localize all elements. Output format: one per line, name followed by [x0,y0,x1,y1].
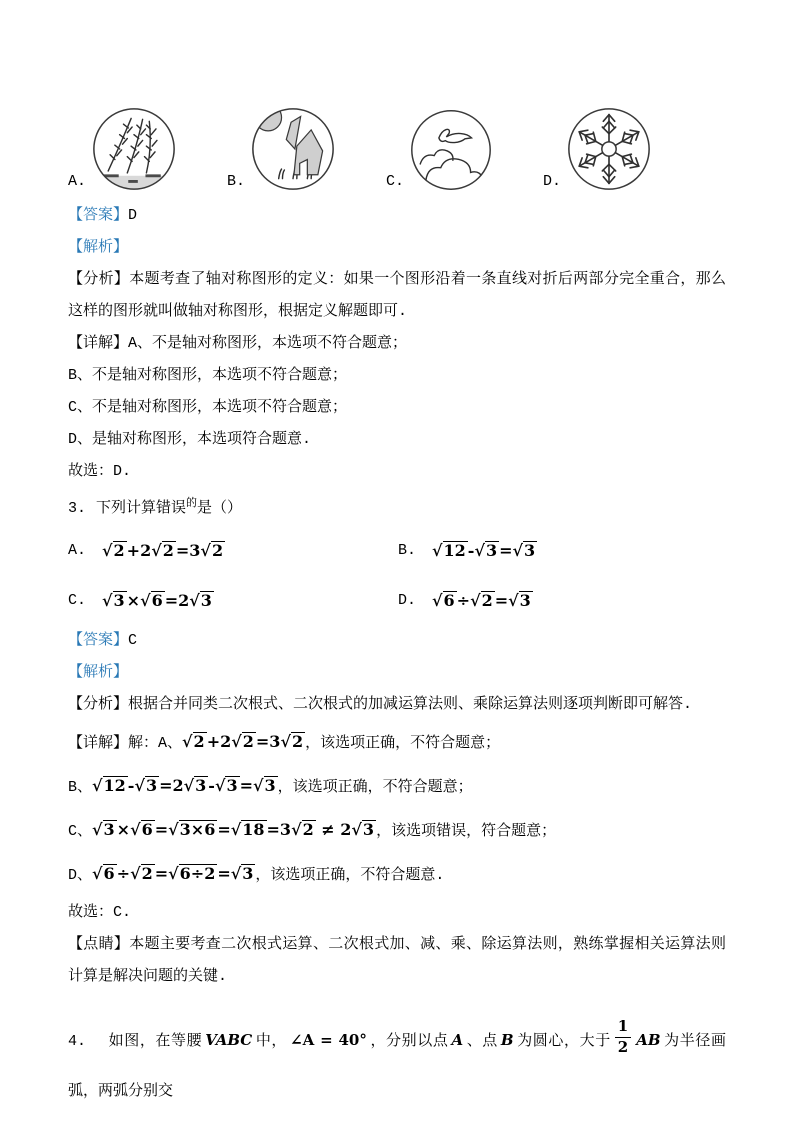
q2-analysis-paragraph [68,264,726,328]
q3-option-d-formula: √6 ÷√2 =√3 [432,591,531,610]
q2-detail-line-c [68,392,726,424]
q2-detail-line-d [68,424,726,456]
q3-detail-line-a [68,721,726,765]
q4-stem-text: 如图，在等腰 VABC 中， ∠A = 40° ，分别以点 A 、点 B 为圆心，大于 $\frac{1}{2}$ AB 为半径画弧，两弧分别交 [68,1017,726,1100]
q2-analysis-text: 本题考查了轴对称图形的定义：如果一个图形沿着一条直线对折后两部分完全重合，那么这样的图形就叫做轴对称图形，根据定义解题即可. [68,271,726,320]
q3-option-b-label: B. [398,542,417,559]
figure-b-label: B. [227,173,246,190]
q3-option-b-formula: √12 -√3 =√3 [432,541,536,560]
q3-option-d [398,581,726,621]
q3-answer-line [68,625,726,657]
q2-detail-c-text: C、不是轴对称图形，本选项不符合题意； [68,399,348,416]
q3-option-a-label: A. [68,542,87,559]
analysis-label: 【分析】 [68,696,129,713]
snowflake-icon [566,106,652,192]
q2-answer-value: D [128,207,138,224]
q4-number: 4. [68,1033,87,1050]
analysis-label: 【分析】 [68,271,130,288]
q3-option-c-formula: √3 ×√6 =2√3 [102,591,212,610]
q3-option-d-label: D. [398,592,417,609]
q3-analysis-paragraph [68,689,726,721]
q3-answer-value: C [128,632,138,649]
q3-detail-line-c [68,809,726,853]
figure-option-b [227,106,336,192]
q3-detail-line-d [68,853,726,897]
q3-number: 3. [68,500,87,517]
figure-a-label: A. [68,173,87,190]
analysis-tag: 【解析】 [68,239,129,256]
q3-stem-line [68,488,726,525]
q3-note-text: 本题主要考查二次根式运算、二次根式加、减、乘、除运算法则，熟练掌握相关运算法则计算是解决问题的关键. [68,936,726,985]
note-label: 【点睛】 [68,936,130,953]
analysis-tag: 【解析】 [68,664,129,681]
q3-stem-text: 下列计算错误$^的$是（） [96,498,243,517]
q3-option-a [68,531,398,571]
question2-figure-row [68,102,726,192]
q2-conclusion-line [68,456,726,488]
q3-detail-c-content: C、√3 ×√6 =√3×6 =√18 =3√2 ≠ 2√3 ，该选项错误，符合题意； [68,820,557,840]
q2-detail-b-text: B、不是轴对称图形，本选项不符合题意； [68,367,348,384]
q3-conclusion-text: 故选：C. [68,904,132,921]
figure-option-c [386,108,493,192]
willow-branches-icon [91,106,177,192]
q2-detail-line-b [68,360,726,392]
figure-option-d [543,106,652,192]
q2-conclusion-text: 故选：D. [68,463,132,480]
figure-option-a [68,106,177,192]
answer-tag: 【答案】 [68,207,129,224]
q3-detail-line-b [68,765,726,809]
detail-label: 【详解】 [68,735,129,752]
q3-options-grid [68,531,726,621]
bird-over-clouds-icon [409,108,493,192]
q3-option-a-formula: √2 +2√2 =3√2 [102,541,224,560]
detail-label: 【详解】 [68,335,129,352]
q3-conclusion-line [68,897,726,929]
q2-detail-d-text: D、是轴对称图形，本选项符合题意. [68,431,312,448]
q2-analysis-tag-line [68,232,726,264]
q2-detail-a-text: A、不是轴对称图形，本选项不符合题意； [128,335,408,352]
q3-detail-d-content: D、√6 ÷√2 =√6÷2 =√3 ，该选项正确，不符合题意. [68,864,445,884]
q3-option-c-label: C. [68,592,87,609]
q3-note-paragraph [68,929,726,993]
q3-analysis-tag-line [68,657,726,689]
house-and-moon-icon [250,106,336,192]
q3-detail-b-content: B、√12 -√3 =2√3 -√3 =√3 ，该选项正确，不符合题意； [68,776,473,796]
q2-answer-line [68,200,726,232]
q4-stem-line [68,1015,726,1117]
figure-d-label: D. [543,173,562,190]
q3-analysis-text: 根据合并同类二次根式、二次根式的加减运算法则、乘除运算法则逐项判断即可解答. [128,696,693,713]
q3-option-b [398,531,726,571]
figure-c-label: C. [386,173,405,190]
q3-option-c [68,581,398,621]
answer-tag: 【答案】 [68,632,129,649]
q2-detail-line-a [68,328,726,360]
q3-detail-a-content: 解：A、√2 +2√2 =3√2 ，该选项正确，不符合题意； [128,732,501,752]
